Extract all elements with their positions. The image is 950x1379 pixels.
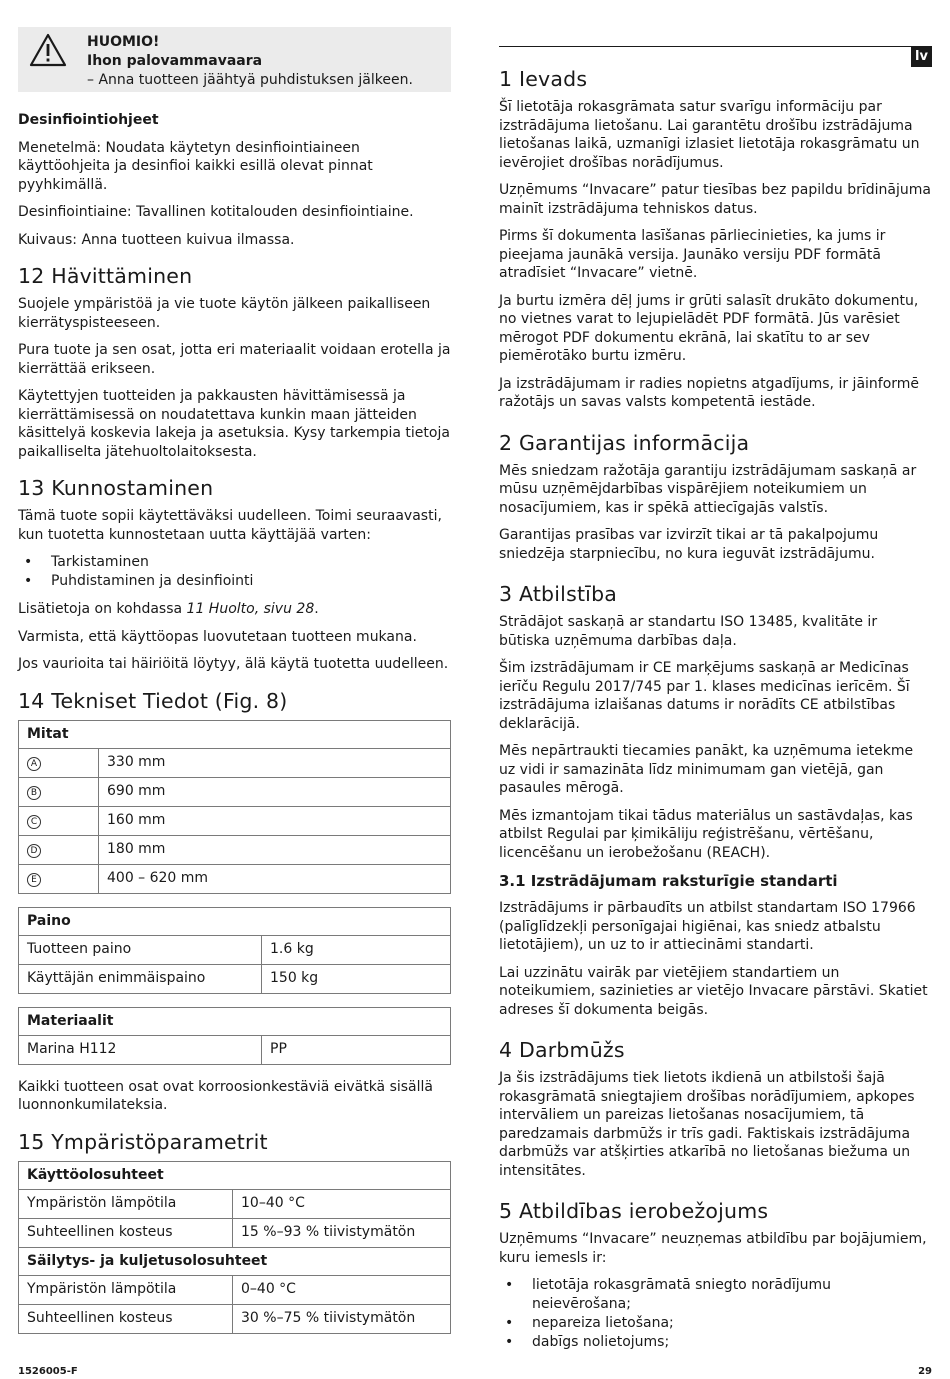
left-column: [18, 27, 451, 1347]
warning-subtitle: Ihon palovammavaara: [87, 53, 263, 69]
section-heading-13: 13 Kunnostaminen: [18, 476, 214, 500]
paragraph: Desinfiointiaine: Tavallinen kotitalouden desinfiointiaine.: [18, 204, 414, 220]
paragraph: Mēs nepārtraukti tiecamies panākt, ka uzņēmuma ietekme uz vidi ir samazināta līdz minimumam gan vietējā, gan pasaules mērogā.: [499, 743, 914, 796]
table-header: Paino: [19, 907, 451, 935]
table-cell: 180 mm: [99, 835, 451, 864]
cross-reference-link[interactable]: 11 Huolto, sivu 28: [186, 601, 315, 617]
table-cell: Suhteellinen kosteus: [19, 1218, 233, 1247]
table-row: [19, 864, 451, 893]
list-item: • nepareiza lietošana;: [499, 1314, 932, 1333]
paragraph: Mēs sniedzam ražotāja garantiju izstrādājumam saskaņā ar mūsu uzņēmējdarbības vispārējiem noteikumiem un nosacījumiem, kas ir spēkā attiecīgajās valstīs.: [499, 462, 917, 516]
document-code: 1526005-F: [18, 1366, 78, 1377]
table-row: [19, 1035, 451, 1064]
dimension-marker: C: [27, 815, 41, 829]
table-cell: Ympäristön lämpötila: [19, 1189, 233, 1218]
text: Lisätietoja on kohdassa: [18, 601, 187, 617]
text: .: [314, 601, 319, 617]
table-cell: 1.6 kg: [262, 935, 451, 964]
table-cell: Käyttäjän enimmäispaino: [19, 964, 262, 993]
paragraph: Lai uzzinātu vairāk par vietējiem standartiem un noteikumiem, sazinieties ar vietējo Invacare pārstāvi. Skatiet adreses šī dokumenta beigās.: [499, 964, 928, 1018]
section-heading-15: 15 Ympäristöparametrit: [18, 1129, 268, 1154]
paragraph: Šī lietotāja rokasgrāmata satur svarīgu informāciju par izstrādājuma lietošanu. Lai garantētu drošību izstrādājuma lietošanas laikā, uzmanīgi izlasiet lietotāja rokasgrāmatu un ievērojiet drošības norādījumus.: [499, 99, 920, 171]
language-tab: lv: [911, 47, 932, 67]
table-cell: Tuotteen paino: [19, 935, 262, 964]
paragraph: Käytettyjen tuotteiden ja pakkausten hävittämisessä ja kierrättämisessä on noudatettava kunkin maan jätteiden käsittelyä koskevia lakeja ja asetuksia. Kysy tarkempia tietoja paikalliselta jätehuoltolaitoksesta.: [18, 388, 450, 460]
materials-table: [18, 1007, 451, 1065]
paragraph: Kuivaus: Anna tuotteen kuivua ilmassa.: [18, 231, 295, 248]
paragraph: Šim izstrādājumam ir CE marķējums saskaņā ar Medicīnas ierīču Regulu 2017/745 par 1. klases medicīnas ierīcēm. Šī izstrādājuma izlaišanas datums ir norādīts CE atbilstības deklarācijā.: [499, 660, 910, 732]
list-item: • lietotāja rokasgrāmatā sniegto norādījumu neievērošana;: [499, 1276, 932, 1314]
table-cell: Marina H112: [19, 1035, 262, 1064]
table-header: Materiaalit: [19, 1007, 451, 1035]
section-heading-3: 3 Atbilstība: [499, 582, 618, 606]
paragraph: Ja burtu izmēra dēļ jums ir grūti salasīt drukāto dokumentu, no vietnes varat to lejupielādēt PDF formātā. Jūs varēsiet mērogot PDF dokumentu ekrānā, lai skatītu to ar sev piemērotāko burtu izmēru.: [499, 292, 919, 364]
section-heading-5: 5 Atbildības ierobežojums: [499, 1199, 769, 1223]
paragraph: Jos vaurioita tai häiriöitä löytyy, älä käytä tuotetta uudelleen.: [18, 656, 449, 672]
section-heading-2: 2 Garantijas informācija: [499, 430, 750, 455]
section-heading-12: 12 Hävittäminen: [18, 264, 193, 288]
paragraph: Garantijas prasības var izvirzīt tikai ar tā pakalpojumu sniedzēja starpniecību, no kura ieguvāt izstrādājumu.: [499, 527, 879, 562]
dimensions-table: [18, 720, 451, 894]
table-cell: Ympäristön lämpötila: [19, 1275, 233, 1304]
section-heading-1: 1 Ievads: [499, 67, 588, 91]
table-header: Mitat: [19, 720, 451, 748]
warning-box: [18, 27, 451, 92]
paragraph: Pura tuote ja sen osat, jotta eri materiaalit voidaan erotella ja kierrättää erikseen.: [18, 342, 451, 377]
table-cell: 10–40 °C: [233, 1189, 451, 1218]
table-row: [19, 806, 451, 835]
paragraph: Mēs izmantojam tikai tādus materiālus un sastāvdaļas, kas atbilst Regulai par ķimikāliju reģistrēšanu, vērtēšanu, licencēšanu un ierobežošanu (REACH).: [499, 807, 913, 861]
dimension-marker: B: [27, 786, 41, 800]
table-row: [19, 1275, 451, 1304]
warning-text: – Anna tuotteen jäähtyä puhdistuksen jälkeen.: [87, 72, 413, 88]
table-cell: 15 %–93 % tiivistymätön: [233, 1218, 451, 1247]
dimension-marker: D: [27, 844, 41, 858]
paragraph: Ja izstrādājumam ir radies nopietns atgadījums, ir jāinformē ražotājs un savas valsts kompetentā iestāde.: [499, 375, 920, 410]
weight-table: [18, 907, 451, 994]
subsection-heading-3-1: 3.1 Izstrādājumam raksturīgie standarti: [499, 872, 838, 890]
paragraph: Kaikki tuotteen osat ovat korroosionkestäviä eivätkä sisällä luonnonkumilateksia.: [18, 1078, 433, 1113]
table-header: Säilytys- ja kuljetusolosuhteet: [19, 1247, 451, 1275]
section-heading-4: 4 Darbmūžs: [499, 1038, 625, 1062]
paragraph: [18, 600, 451, 619]
environment-table: [18, 1161, 451, 1334]
table-row: [19, 1189, 451, 1218]
table-row: [19, 835, 451, 864]
table-cell: 330 mm: [99, 748, 451, 777]
table-cell: 150 kg: [262, 964, 451, 993]
table-row: [19, 1218, 451, 1247]
paragraph: Izstrādājums ir pārbaudīts un atbilst standartam ISO 17966 (palīglīdzekļi personīgajai higiēnai, kas sniedz atbalstu lietotājiem), un uz to ir attiecināmi standarti.: [499, 900, 916, 953]
paragraph: Varmista, että käyttöopas luovutetaan tuotteen mukana.: [18, 628, 417, 645]
list-item: • Puhdistaminen ja desinfiointi: [18, 572, 451, 591]
list-item: • dabīgs nolietojums;: [499, 1333, 932, 1352]
table-row: [19, 777, 451, 806]
table-cell: 400 – 620 mm: [99, 864, 451, 893]
table-cell: 690 mm: [99, 777, 451, 806]
warning-title: HUOMIO!: [87, 34, 160, 50]
paragraph: Strādājot saskaņā ar standartu ISO 13485, kvalitāte ir būtiska uzņēmuma darbības daļa.: [499, 614, 878, 649]
table-cell: 160 mm: [99, 806, 451, 835]
dimension-marker: A: [27, 757, 41, 771]
table-header: Käyttöolosuhteet: [19, 1161, 451, 1189]
warning-triangle-icon: [29, 33, 67, 67]
table-row: [19, 1304, 451, 1333]
bullet-list: [499, 1276, 932, 1352]
paragraph: Menetelmä: Noudata käytetyn desinfiointiaineen käyttöohjeita ja desinfioi kaikki esillä olevat pinnat pyyhkimällä.: [18, 139, 373, 193]
table-cell: Suhteellinen kosteus: [19, 1304, 233, 1333]
table-row: [19, 964, 451, 993]
paragraph: Uzņēmums “Invacare” neuzņemas atbildību par bojājumiem, kuru iemesls ir:: [499, 1231, 927, 1266]
table-cell: PP: [262, 1035, 451, 1064]
list-item: • Tarkistaminen: [18, 553, 451, 572]
table-cell: 30 %–75 % tiivistymätön: [233, 1304, 451, 1333]
paragraph: Ja šis izstrādājums tiek lietots ikdienā un atbilstoši šajā rokasgrāmatā sniegtajiem drošības norādījumiem, apkopes intervāliem un pareizas lietošanas nosacījumiem, tā paredzamais darbmūžs ir trīs gadi. Faktiskais izstrādājuma darbmūžs var atšķirties atkarībā no lietošanas biežuma un intensitātes.: [499, 1070, 915, 1179]
paragraph: Suojele ympäristöä ja vie tuote käytön jälkeen paikalliseen kierrätyspisteeseen.: [18, 296, 431, 331]
section-heading-14: 14 Tekniset Tiedot (Fig. 8): [18, 688, 288, 713]
page-number: 29: [918, 1366, 932, 1377]
disinfection-heading: Desinfiointiohjeet: [18, 112, 159, 128]
dimension-marker: E: [27, 873, 41, 887]
paragraph: Pirms šī dokumenta lasīšanas pārliecinieties, ka jums ir pieejama jaunākā versija. Jaunāko versiju PDF formātā atradīsiet “Invacare” vietnē.: [499, 228, 886, 281]
bullet-list: [18, 553, 451, 591]
table-cell: 0–40 °C: [233, 1275, 451, 1304]
table-row: [19, 748, 451, 777]
table-row: [19, 935, 451, 964]
paragraph: Tämä tuote sopii käytettäväksi uudelleen. Toimi seuraavasti, kun tuotetta kunnostetaan uutta käyttäjää varten:: [18, 508, 442, 543]
paragraph: Uzņēmums “Invacare” patur tiesības bez papildu brīdinājuma mainīt izstrādājuma tehniskos datus.: [499, 182, 931, 217]
right-column: [499, 47, 932, 1361]
